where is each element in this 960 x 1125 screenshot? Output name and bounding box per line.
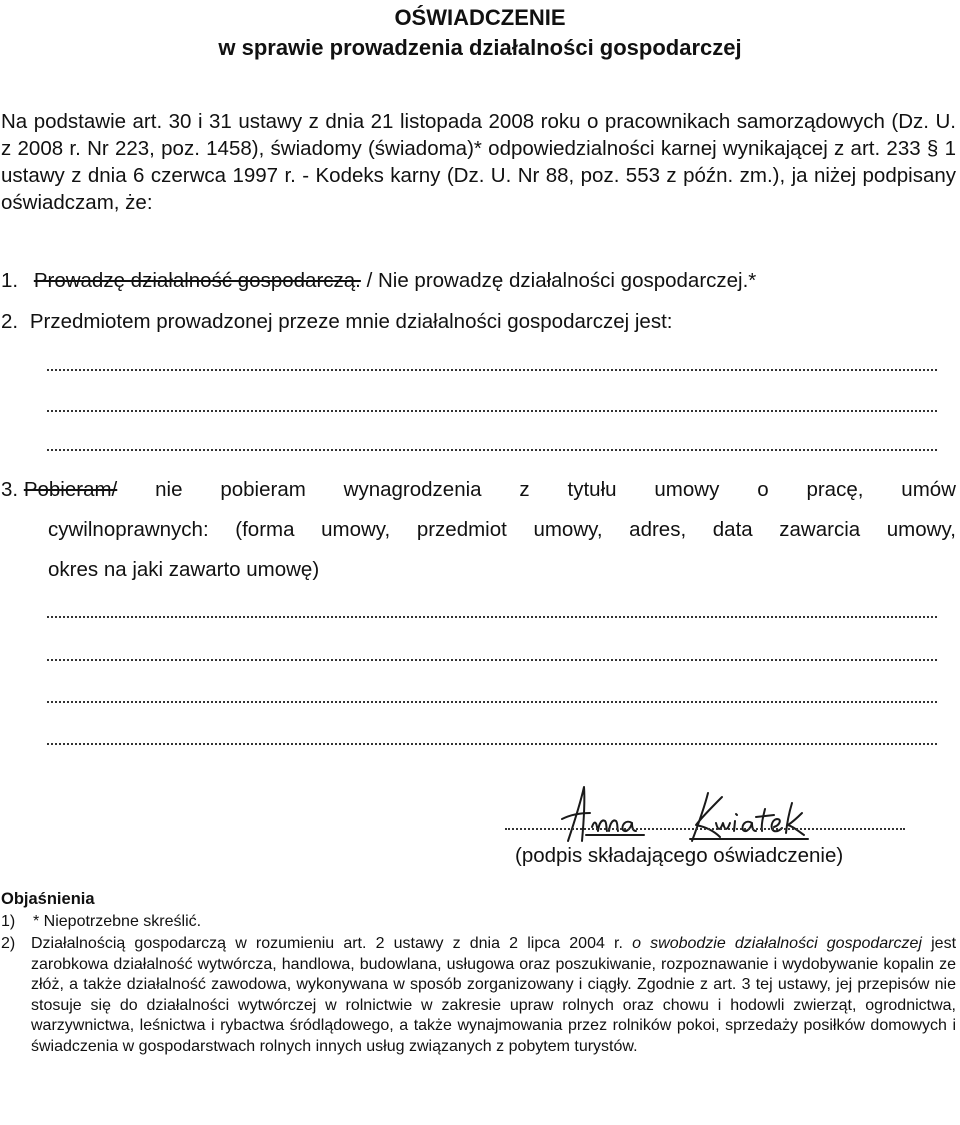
point-3-word: wynagrodzenia <box>343 478 482 501</box>
point-3-word: o <box>757 478 769 501</box>
point-3-line-1 <box>1 470 956 510</box>
signature-stroke <box>736 814 737 815</box>
point-3-line-3: okres na jaki zawarto umowę) <box>48 558 320 581</box>
point-1 <box>1 267 756 294</box>
point-3-line-2 <box>1 510 956 550</box>
note-2-text-part: jest zarobkowa działalność wytwórcza, handlowa, budowlana, usługowa oraz poszukiwanie, rozpoznawanie i wydobywanie kopalin ze złóż, a także działalność zawodowa, wykonywana w sposób zorganizowany i ciągły. Zgodnie z art. 3 tej ustawy, jej przepisów nie stosuje się do działalności wytwórczej w rolnictwie w zakresie upraw rolnych oraz chowu i hodowli zwierząt, ogrodnictwa, warzywnictwa, leśnictwa i rybactwa śródlądowego, a także wynajmowania przez rolników pokoi, sprzedaży posiłków domowych i świadczenia w gospodarstwach rolnych innych usług związanych z pobytem turystów. <box>31 935 957 1055</box>
point-3-word: umowy, <box>886 518 956 541</box>
point-3-word: adres, <box>629 518 687 541</box>
document-subtitle: w sprawie prowadzenia działalności gospodarczej <box>218 35 742 60</box>
point-3-word: nie <box>155 478 183 501</box>
notes-title: Objaśnienia <box>1 890 95 908</box>
fill-line-2a <box>47 369 937 371</box>
point-3-word: pobieram <box>220 478 306 501</box>
note-2 <box>1 934 958 1124</box>
point-2-number: 2. <box>1 310 19 333</box>
signature-line <box>505 828 905 830</box>
title-block <box>0 5 960 61</box>
point-3-word: z <box>519 478 530 501</box>
point-3-number: 3. <box>1 478 19 501</box>
point-3-word: przedmiot <box>416 518 507 541</box>
fill-line-3d <box>47 743 937 745</box>
point-3-struck-option: Pobieram/ <box>23 478 118 501</box>
point-3-word: data <box>712 518 753 541</box>
handwritten-signature <box>560 783 920 843</box>
note-2-text-part: Działalnością gospodarczą w rozumieniu art. 2 ustawy z dnia 2 lipca 2004 r. <box>31 935 633 952</box>
point-3-word: pracę, <box>806 478 864 501</box>
point-1-number: 1. <box>1 269 19 292</box>
fill-line-2c <box>47 449 937 451</box>
note-1-text: * Niepotrzebne skreślić. <box>33 913 202 930</box>
intro-paragraph: Na podstawie art. 30 i 31 ustawy z dnia 21 listopada 2008 roku o pracownikach samorządowych (Dz. U. z 2008 r. Nr 223, poz. 1458), świadomy (świadoma)* odpowiedzialności karnej wynikającej z art. 233 § 1 ustawy z dnia 6 czerwca 1997 r. - Kodeks karny (Dz. U. Nr 88, poz. 553 z późn. zm.), ja niżej podpisany oświadczam, że: <box>1 110 956 214</box>
signature-caption: (podpis składającego oświadczenie) <box>515 844 844 867</box>
note-2-number: 2) <box>1 935 16 952</box>
note-1-number: 1) <box>1 913 16 930</box>
fill-line-3b <box>47 659 937 661</box>
point-3-word: tytułu <box>567 478 617 501</box>
point-3-word: umowy, <box>321 518 391 541</box>
point-3-word: (forma <box>235 518 295 541</box>
point-2-text: Przedmiotem prowadzonej przeze mnie działalności gospodarczej jest: <box>29 310 673 333</box>
point-3-word: cywilnoprawnych: <box>48 518 209 541</box>
point-3-word: umów <box>901 478 956 501</box>
point-1-text: / Nie prowadzę działalności gospodarczej.* <box>360 269 757 292</box>
point-2 <box>1 308 672 335</box>
point-3-word: umowy <box>654 478 720 501</box>
note-2-text <box>31 934 956 1058</box>
signature-stroke <box>788 813 804 835</box>
point-1-struck-option: Prowadzę działalność gospodarczą. <box>33 269 361 292</box>
note-2-law-title: o swobodzie działalności gospodarczej <box>632 935 922 952</box>
point-3 <box>1 470 956 590</box>
fill-line-2b <box>47 410 937 412</box>
fill-line-3c <box>47 701 937 703</box>
point-3-word: zawarcia <box>779 518 861 541</box>
document-title: OŚWIADCZENIE <box>394 5 566 30</box>
signature-stroke <box>692 793 708 841</box>
signature-stroke <box>756 815 774 817</box>
fill-line-3a <box>47 616 937 618</box>
point-3-word: umowy, <box>533 518 603 541</box>
